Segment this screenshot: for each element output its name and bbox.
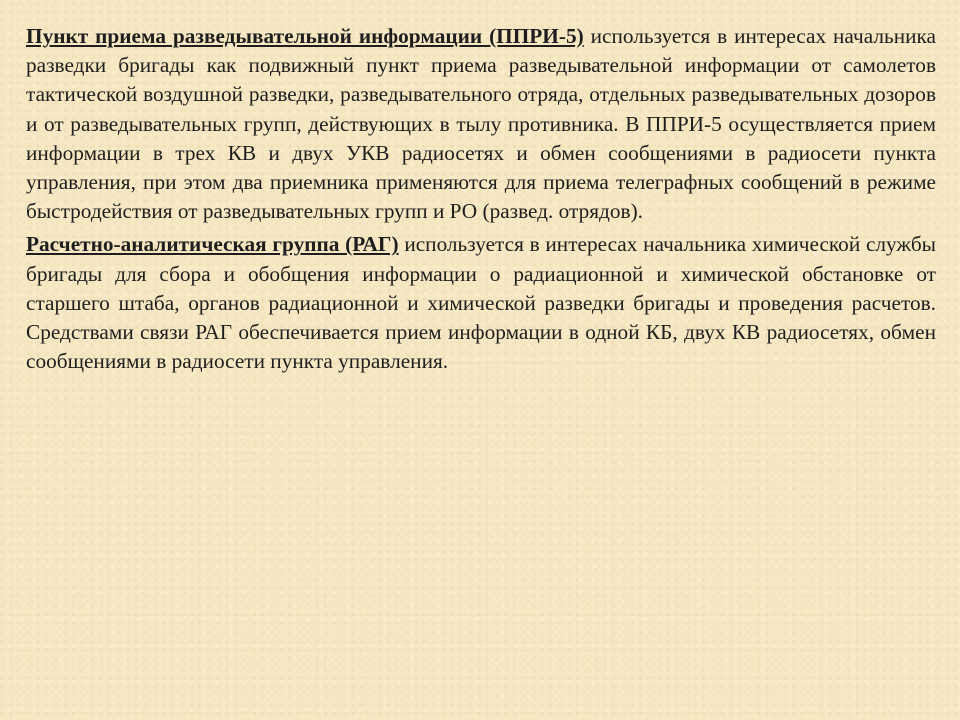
paragraph-rag-text: используется в интересах начальника химической службы бригады для сбора и обобщения информации о радиационной и химической обстановке от старшего штаба, органов радиационной и химической разведки бригады и проведения расчетов. Средствами связи РАГ обеспечивается прием информации в одной КБ, двух КВ радиосетях, обмен сообщениями в радиосети пункта управления.	[26, 232, 936, 374]
term-ppri: Пункт приема разведывательной информации (ППРИ-5)	[26, 24, 584, 48]
paragraph-rag	[26, 230, 936, 376]
term-rag: Расчетно-аналитическая группа (РАГ)	[26, 232, 399, 257]
paragraph-ppri-text: используется в интересах начальника разведки бригады как подвижный пункт приема разведывательной информации от самолетов тактической воздушной разведки, разведывательного отряда, отдельных разведывательных дозоров и от разведывательных групп, действующих в тылу противника. В ППРИ-5 осуществляется прием информации в трех КВ и двух УКВ радиосетях и обмен сообщениями в радиосети пункта управления, при этом два приемника применяются для приема телеграфных сообщений в режиме быстродействия от разведывательных групп и РО (развед. отрядов).	[26, 24, 936, 224]
paragraph-ppri	[26, 22, 936, 226]
slide-content	[26, 22, 936, 380]
